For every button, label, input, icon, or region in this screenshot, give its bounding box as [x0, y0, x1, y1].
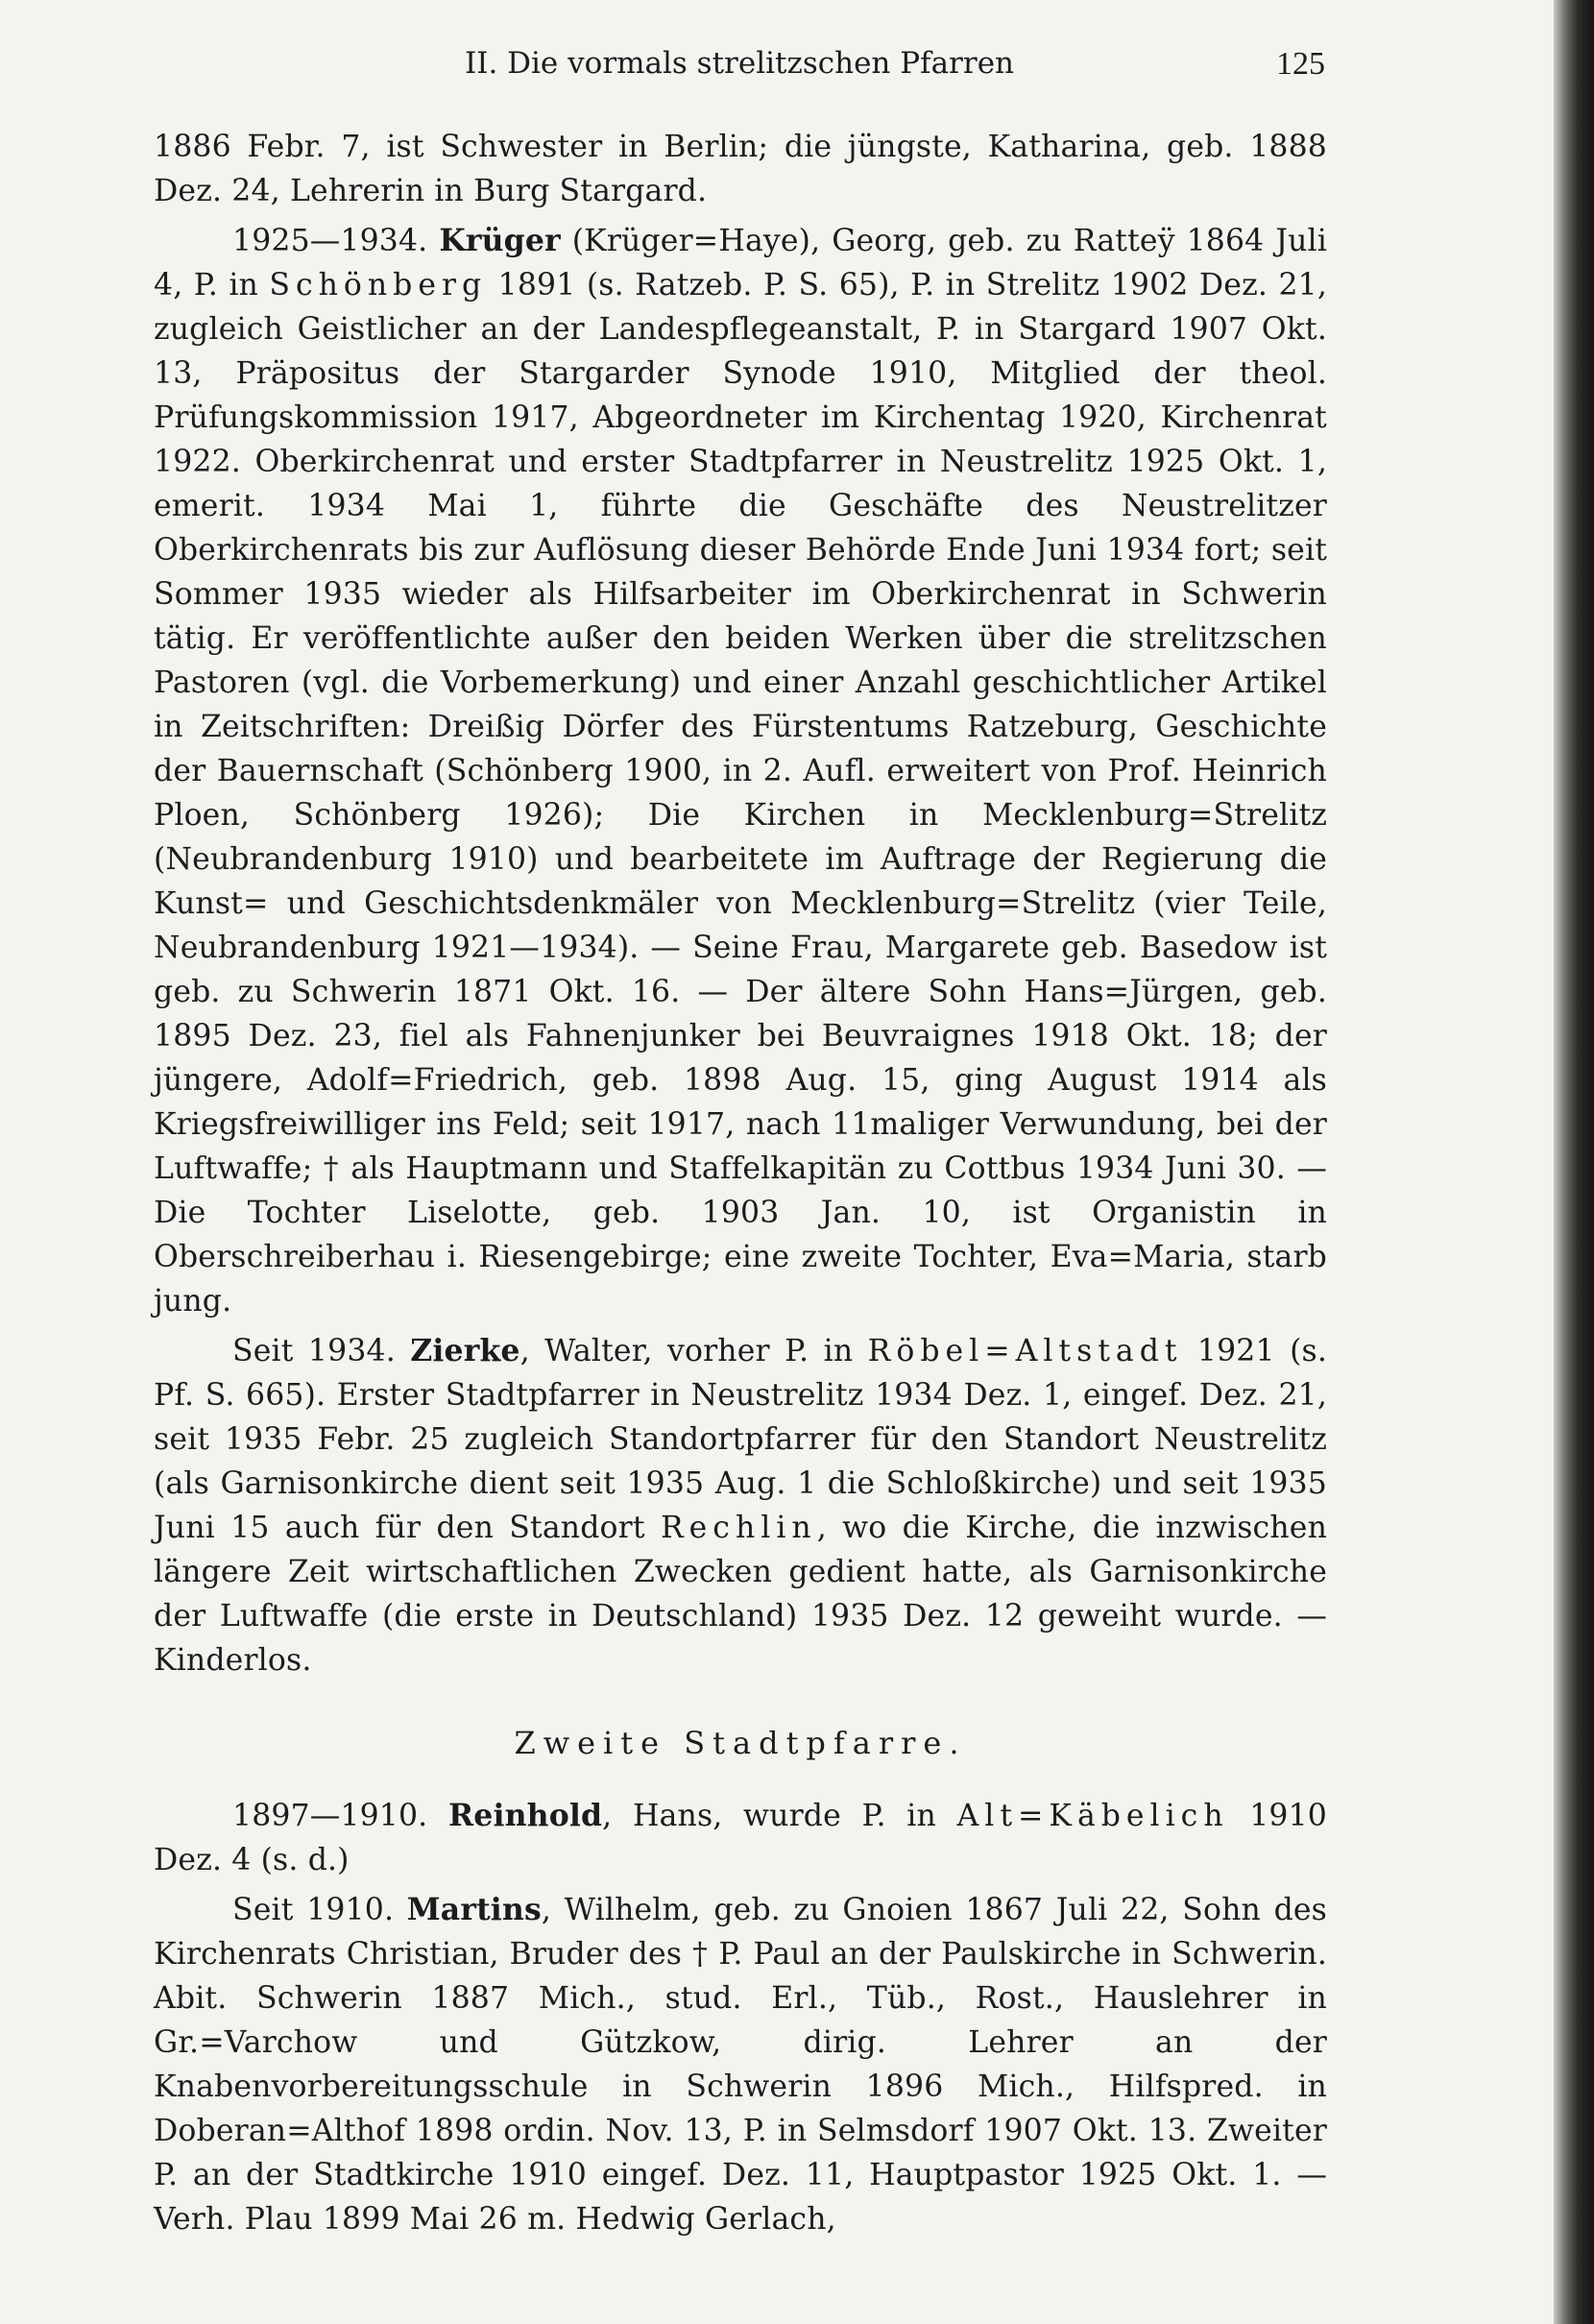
body-text — [154, 125, 1327, 2247]
place-name: Röbel=Altstadt — [867, 1334, 1183, 1368]
paragraph — [154, 1794, 1327, 1882]
person-name: Martins — [406, 1892, 542, 1927]
text-run: 1891 (s. Ratzeb. P. S. 65), P. in Strelitz 1902 Dez. 21, zugleich Geistlicher an der Landespflegeanstalt, P. in Stargard 1907 Okt. 13, Präpositus der Stargarder Synode 1910, Mitglied der theol. Prüfungskommission 1917, Abgeordneter im Kirchentag 1920, Kirchenrat 1922. Oberkirchenrat und erster Stadtpfarrer in Neustrelitz 1925 Okt. 1, emerit. 1934 Mai 1, führte die Geschäfte des Neustrelitzer Oberkirchenrats bis zur Auflösung dieser Behörde Ende Juni 1934 fort; seit Sommer 1935 wieder als Hilfsarbeiter im Oberkirchenrat in Schwerin tätig. Er veröffentlichte außer den beiden Werken über die strelitzschen Pastoren (vgl. die Vorbemerkung) und einer Anzahl geschichtlicher Artikel in Zeitschriften: Dreißig Dörfer des Fürstentums Ratzeburg, Geschichte der Bauernschaft (Schönberg 1900, in 2. Aufl. erweitert von Prof. Heinrich Ploen, Schönberg 1926); Die Kirchen in Mecklenburg=Strelitz (Neubrandenburg 1910) und bearbeitete im Auftrage der Regierung die Kunst= und Geschichtsdenkmäler von Mecklenburg=Strelitz (vier Teile, Neubrandenburg 1921—1934). — Seine Frau, Margarete geb. Basedow ist geb. zu Schwerin 1871 Okt. 16. — Der ältere Sohn Hans=Jürgen, geb. 1895 Dez. 23, fiel als Fahnenjunker bei Beuvraignes 1918 Okt. 18; der jüngere, Adolf=Friedrich, geb. 1898 Aug. 15, ging August 1914 als Kriegsfreiwilliger ins Feld; seit 1917, nach 11maliger Verwundung, bei der Luftwaffe; † als Hauptmann und Staffelkapitän zu Cottbus 1934 Juni 30. — Die Tochter Liselotte, geb. 1903 Jan. 10, ist Organistin in Oberschreiberhau i. Riesengebirge; eine zweite Tochter, Eva=Maria, starb jung. — [154, 268, 1327, 1319]
text-run: Seit 1910. — [232, 1893, 407, 1927]
text-run: Zweite Stadtpfarre. — [514, 1725, 967, 1761]
paragraph — [154, 125, 1327, 213]
place-name: Alt=Käbelich — [956, 1799, 1229, 1833]
person-name: Zierke — [410, 1333, 520, 1368]
text-run: 1886 Febr. 7, ist Schwester in Berlin; die jüngste, Katharina, geb. 1888 Dez. 24, Lehrerin in Burg Stargard. — [154, 130, 1327, 208]
book-edge — [1554, 0, 1594, 2324]
text-run: 1925—1934. — [232, 224, 440, 258]
text-run: (Krüger=Haye), Georg, geb. zu Ratteÿ 1864 Juli 4, P. in — [154, 224, 1327, 303]
text-run: , Wilhelm, geb. zu Gnoien 1867 Juli 22, Sohn des Kirchenrats Christian, Bruder des † P. Paul an der Paulskirche in Schwerin. Abit. Schwerin 1887 Mich., stud. Erl., Tüb., Rost., Hauslehrer in Gr.=Varchow und Gützkow, dirig. Lehrer an der Knabenvorbereitungsschule in Schwerin 1896 Mich., Hilfspred. in Doberan=Althof 1898 ordin. Nov. 13, P. in Selmsdorf 1907 Okt. 13. Zweiter P. an der Stadtkirche 1910 eingef. Dez. 11, Hauptpastor 1925 Okt. 1. — Verh. Plau 1899 Mai 26 m. Hedwig Gerlach, — [154, 1893, 1327, 2237]
paragraph — [154, 1888, 1327, 2241]
text-run: , Hans, wurde P. in — [602, 1799, 957, 1833]
running-title: II. Die vormals strelitzschen Pfarren — [464, 46, 1015, 81]
person-name: Krüger — [439, 223, 561, 258]
place-name: Schönberg — [269, 268, 488, 303]
paragraph — [154, 1329, 1327, 1682]
page-header — [154, 42, 1325, 88]
page-number: 125 — [1276, 46, 1325, 82]
text-run: , wo die Kirche, die inzwischen längere Zeit wirtschaftlichen Zwecken gedient hatte, als Garnisonkirche der Luftwaffe (die erste in Deutschland) 1935 Dez. 12 geweiht wurde. — Kinderlos. — [154, 1511, 1328, 1678]
person-name: Reinhold — [447, 1798, 603, 1833]
paragraph — [154, 219, 1327, 1323]
text-run: Seit 1934. — [232, 1334, 411, 1368]
place-name: Rechlin — [660, 1511, 817, 1545]
text-run: 1910 Dez. 4 (s. d.) — [154, 1799, 1327, 1877]
text-run: 1921 (s. Pf. S. 665). Erster Stadtpfarrer in Neustrelitz 1934 Dez. 1, eingef. Dez. 21, seit 1935 Febr. 25 zugleich Standortpfarrer für den Standort Neustrelitz (als Garnisonkirche dient seit 1935 Aug. 1 die Schloßkirche) und seit 1935 Juni 15 auch für den Standort — [154, 1334, 1327, 1545]
text-run: , Walter, vorher P. in — [519, 1334, 868, 1368]
text-run: 1897—1910. — [232, 1799, 448, 1833]
section-heading — [154, 1721, 1327, 1765]
